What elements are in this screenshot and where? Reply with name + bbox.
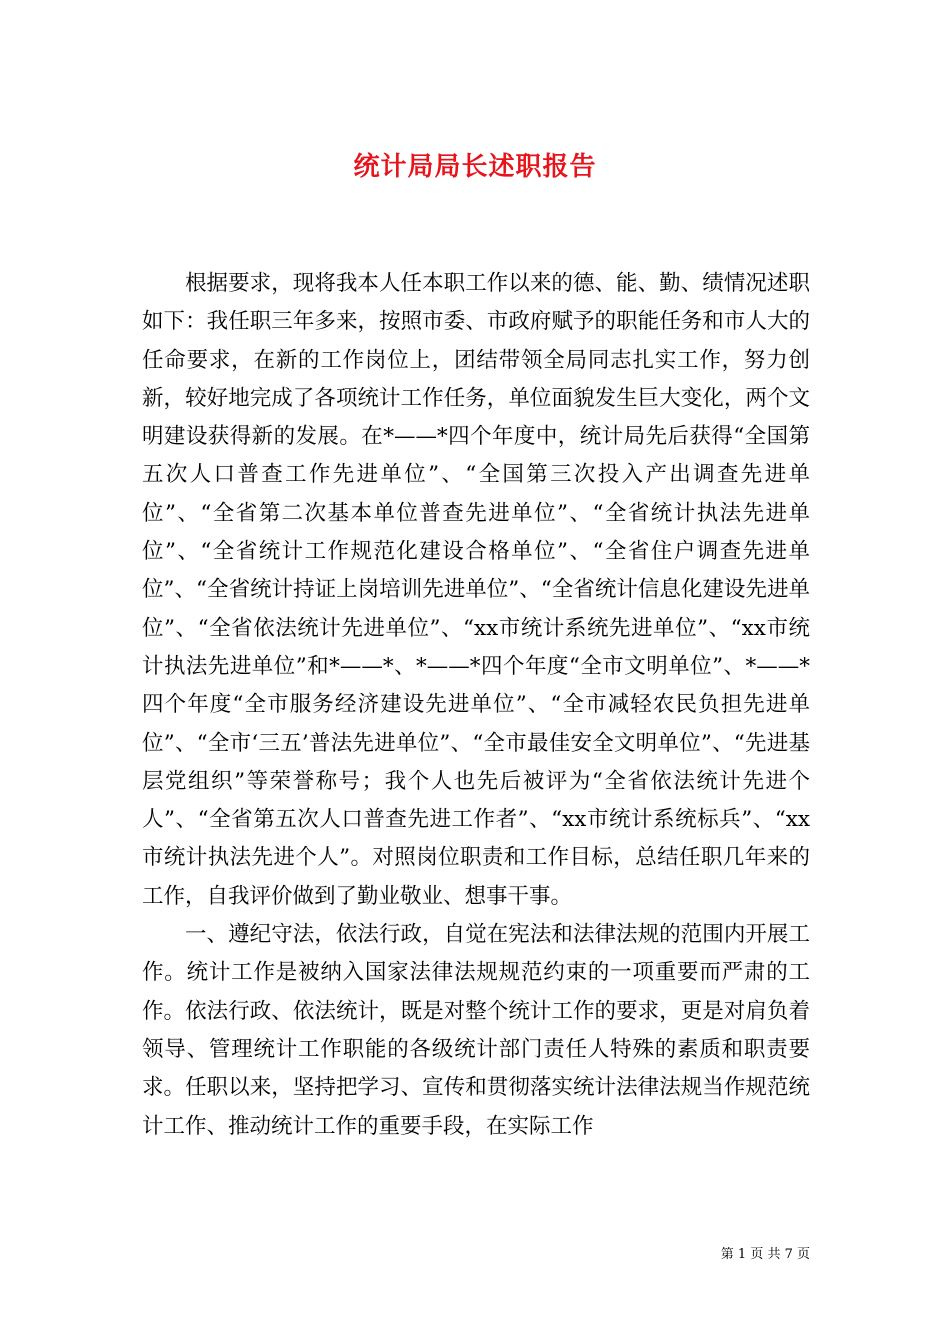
document-body (142, 265, 810, 1146)
paragraph-section-one: 一、遵纪守法，依法行政，自觉在宪法和法律法规的范围内开展工作。统计工作是被纳入国家法律法规规范约束的一项重要而严肃的工作。依法行政、依法统计，既是对整个统计工作的要求，更是对肩负着领导、管理统计工作职能的各级统计部门责任人特殊的素质和职责要求。任职以来，坚持把学习、宣传和贯彻落实统计法律法规当作规范统计工作、推动统计工作的重要手段，在实际工作 (142, 922, 810, 1139)
paragraph-intro: 根据要求，现将我本人任本职工作以来的德、能、勤、绩情况述职如下：我任职三年多来，按照市委、市政府赋予的职能任务和市人大的任命要求，在新的工作岗位上，团结带领全局同志扎实工作，努力创新，较好地完成了各项统计工作任务，单位面貌发生巨大变化，两个文明建设获得新的发展。在*——*四个年度中，统计局先后获得“全国第五次人口普查工作先进单位”、“全国第三次投入产出调查先进单位”、“全省第二次基本单位普查先进单位”、“全省统计执法先进单位”、“全省统计工作规范化建设合格单位”、“全省住户调查先进单位”、“全省统计持证上岗培训先进单位”、“全省统计信息化建设先进单位”、“全省依法统计先进单位”、“xx市统计系统先进单位”、“xx市统计执法先进单位”和*——*、*——*四个年度“全市文明单位”、*——*四个年度“全市服务经济建设先进单位”、“全市减轻农民负担先进单位”、“全市‘三五’普法先进单位”、“全市最佳安全文明单位”、“先进基层党组织”等荣誉称号；我个人也先后被评为“全省依法统计先进个人”、“全省第五次人口普查先进工作者”、“xx市统计系统标兵”、“xx市统计执法先进个人”。对照岗位职责和工作目标，总结任职几年来的工作，自我评价做到了勤业敬业、想事干事。 (142, 271, 810, 909)
document-title: 统计局局长述职报告 (353, 152, 597, 183)
page-number: 第 1 页 共 7 页 (720, 1247, 810, 1262)
